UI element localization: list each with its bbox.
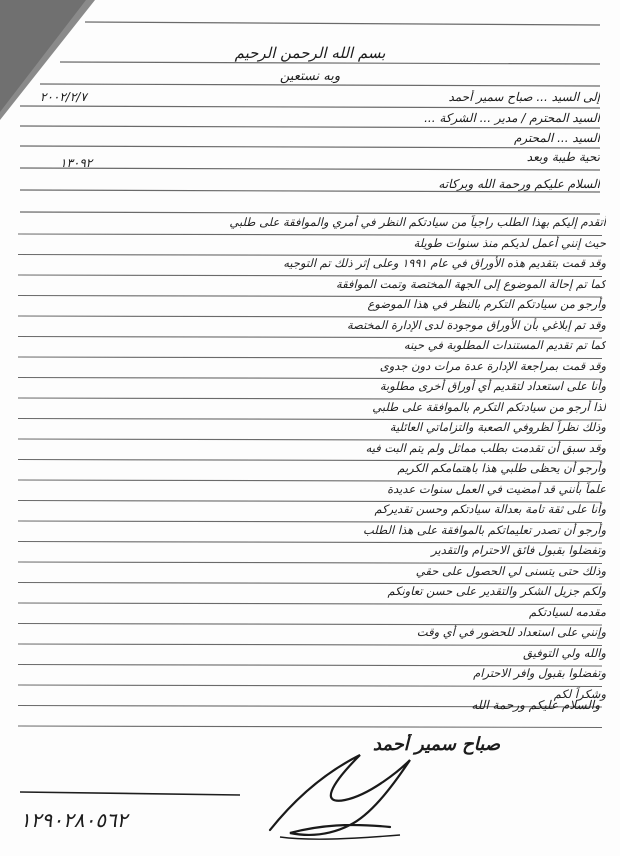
body-line: وشكراً لكم (553, 686, 606, 701)
body-line: وأنا على ثقة تامة بعدالة سيادتكم وحسن تقديركم (374, 502, 606, 516)
phone-number: ١٢٩٠٢٨٠٥٦٢ (20, 808, 128, 832)
body-line: حيث إنني أعمل لديكم منذ سنوات طويلة (413, 235, 606, 250)
closing-line: والسلام عليكم ورحمة الله (471, 698, 600, 712)
greeting-line: السلام عليكم ورحمة الله وبركاته (438, 177, 600, 191)
body-line: وقد تم إبلاغي بأن الأوراق موجودة لدى الإدارة المختصة (346, 317, 606, 332)
body-line: كما تم تقديم المستندات المطلوبة في حينه (403, 338, 606, 352)
body-line: وأرجو أن تصدر تعليماتكم بالموافقة على هذا الطلب (363, 522, 606, 537)
body-line: أتقدم إليكم بهذا الطلب راجياً من سيادتكم النظر في أمري والموافقة على طلبي (229, 215, 606, 229)
body-line: ولكم جزيل الشكر والتقدير على حسن تعاونكم (387, 584, 606, 598)
recipient-title-line: السيد ... المحترم (513, 131, 600, 145)
body-line: وقد قمت بتقديم هذه الأوراق في عام ١٩٩١ وعلى إثر ذلك تم التوجيه (283, 256, 606, 270)
body-line: وأرجو من سيادتكم التكرم بالنظر في هذا الموضوع (367, 297, 606, 311)
signature-name: صباح سمير أحمد (372, 734, 500, 755)
sender-line: إلى السيد ... صباح سمير أحمد (448, 90, 600, 104)
body-line: مقدمه لسيادتكم (528, 604, 606, 619)
body-line: علماً بأنني قد أمضيت في العمل سنوات عديدة (387, 481, 606, 496)
body-line: وإنني على استعداد للحضور في أي وقت (416, 625, 606, 639)
body-line: وتفضلوا بقبول وافر الاحترام (473, 666, 606, 680)
body-line: وذلك حتى يتسنى لي الحصول على حقي (415, 563, 606, 578)
letter-subtitle: وبه نستعين (279, 69, 341, 84)
body-line: وأرجو أن يحظى طلبي هذا باهتمامكم الكريم (397, 461, 606, 475)
body-line: كما تم إحالة الموضوع إلى الجهة المختصة وتمت الموافقة (336, 276, 606, 291)
body-line: وذلك نظراً لظروفي الصعبة والتزاماتي العائلية (389, 420, 606, 434)
letter-date: ٢٠٠٢/٢/٧ (40, 90, 87, 104)
body-line: وقد قمت بمراجعة الإدارة عدة مرات دون جدوى (379, 358, 606, 373)
basmala-heading: بسم الله الرحمن الرحيم (234, 44, 386, 62)
reference-number: ١٣٠٩٢ (60, 156, 93, 170)
recipient-line: السيد المحترم / مدير ... الشركة ... (424, 111, 600, 125)
body-line: والله ولي التوفيق (523, 645, 606, 660)
salutation-line: تحية طيبة وبعد (526, 150, 600, 164)
body-line: وأنا على استعداد لتقديم أي أوراق أخرى مطلوبة (379, 379, 606, 393)
handwritten-signature (250, 745, 420, 845)
body-line: لذا أرجو من سيادتكم التكرم بالموافقة على طلبي (372, 399, 606, 414)
body-line: وتفضلوا بقبول فائق الاحترام والتقدير (431, 543, 606, 557)
body-line: وقد سبق أن تقدمت بطلب مماثل ولم يتم البت فيه (365, 440, 606, 455)
